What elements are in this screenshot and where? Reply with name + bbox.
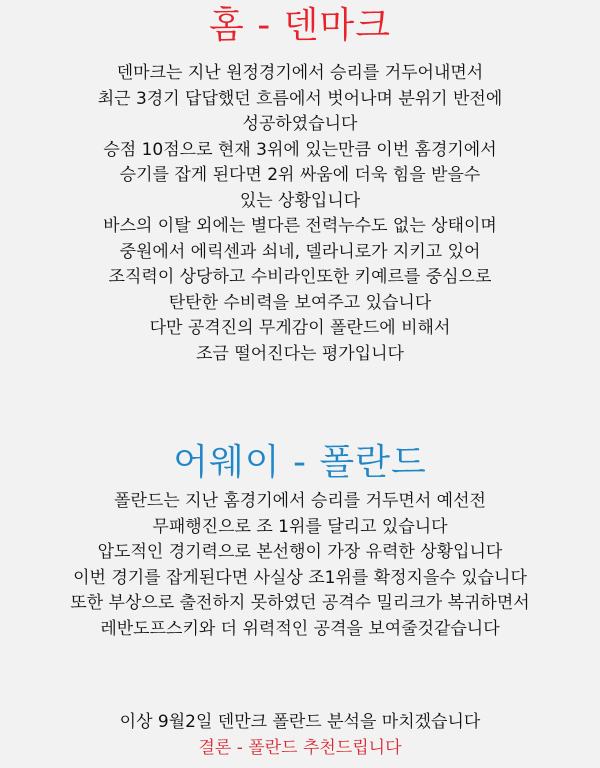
home-line: 바스의 이탈 외에는 별다른 전력누수도 없는 상태이며 [103,216,497,236]
home-line: 승기를 잡게 된다면 2위 싸움에 더욱 힘을 받을수 [119,165,481,185]
away-analysis-paragraph [0,489,600,642]
away-line: 레반도프스키와 더 위력적인 공격을 보여줄것같습니다 [100,618,500,639]
home-team-heading: 홈 - 덴마크 [209,5,391,46]
summary-footer [0,710,600,761]
home-line: 있는 상황입니다 [239,190,361,211]
home-line: 최근 3경기 답답했던 흐름에서 벗어나며 분위기 반전에 [97,88,503,109]
home-line: 다만 공격진의 무게감이 폴란드에 비해서 [149,318,451,338]
home-line: 중원에서 에릭센과 쇠네, 델라니로가 지키고 있어 [119,241,481,262]
home-line: 성공하였습니다 [242,114,358,134]
home-analysis-paragraph [0,61,600,367]
away-line: 또한 부상으로 출전하지 못하였던 공격수 밀리크가 복귀하면서 [70,593,530,613]
home-line: 탄탄한 수비력을 보여주고 있습니다 [168,292,432,313]
away-line: 이번 경기를 잡게된다면 사실상 조1위를 확정지을수 있습니다 [73,567,527,588]
away-line: 무패행진으로 조 1위를 달리고 있습니다 [152,516,448,537]
conclusion-line: 결론 - 폴란드 추천드립니다 [198,737,402,758]
home-line: 승점 10점으로 현재 3위에 있는만큼 이번 홈경기에서 [103,139,497,160]
away-line: 폴란드는 지난 홈경기에서 승리를 거두면서 예선전 [114,491,486,511]
away-team-heading: 어웨이 - 폴란드 [173,442,427,483]
home-line: 덴마크는 지난 원정경기에서 승리를 거두어내면서 [116,63,484,83]
summary-line: 이상 9월2일 덴만크 폴란드 분석을 마치겠습니다 [119,712,481,732]
away-line: 압도적인 경기력으로 본선행이 가장 유력한 상황입니다 [97,542,503,562]
home-line: 조금 떨어진다는 평가입니다 [196,343,404,364]
home-line: 조직력이 상당하고 수비라인또한 키예르를 중심으로 [108,267,492,287]
